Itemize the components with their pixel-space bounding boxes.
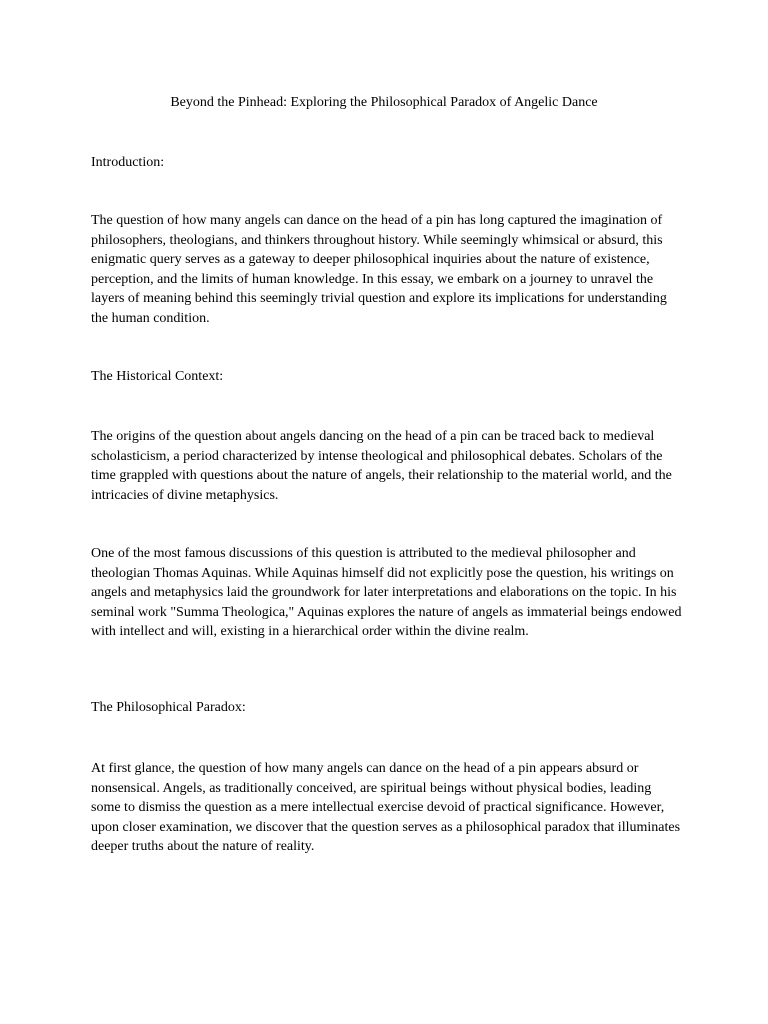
heading-philosophical-paradox: The Philosophical Paradox: <box>91 700 246 715</box>
paragraph-introduction: The question of how many angels can dance on the head of a pin has long captured the imagination of philosophers, theologians, and thinkers throughout history. While seemingly whimsical or absurd, this enigmatic query serves as a gateway to deeper philosophical inquiries about the nature of existence, perception, and the limits of human knowledge. In this essay, we embark on a journey to unravel the layers of meaning behind this seemingly trivial question and explore its implications for understanding the human condition. <box>91 213 667 326</box>
heading-historical-context: The Historical Context: <box>91 369 224 384</box>
paragraph-historical-context-2: One of the most famous discussions of this question is attributed to the medieval philosopher and theologian Thomas Aquinas. While Aquinas himself did not explicitly pose the question, his writings on angels and metaphysics laid the groundwork for later interpretations and elaborations on the topic. In his seminal work "Summa Theologica," Aquinas explores the nature of angels as immaterial beings endowed with intellect and will, existing in a hierarchical order within the divine realm. <box>91 546 682 639</box>
heading-introduction: Introduction: <box>91 155 165 170</box>
paragraph-philosophical-paradox: At first glance, the question of how many angels can dance on the head of a pin appears absurd or nonsensical. Angels, as traditionally conceived, are spiritual beings without physical bodies, leading some to dismiss the question as a mere intellectual exercise devoid of practical significance. However, upon closer examination, we discover that the question serves as a philosophical paradox that illuminates deeper truths about the nature of reality. <box>91 761 681 854</box>
document-title: Beyond the Pinhead: Exploring the Philosophical Paradox of Angelic Dance <box>170 95 598 110</box>
paragraph-historical-context-1: The origins of the question about angels dancing on the head of a pin can be traced back to medieval scholasticism, a period characterized by intense theological and philosophical debates. Scholars of the time grappled with questions about the nature of angels, their relationship to the material world, and the intricacies of divine metaphysics. <box>91 429 672 503</box>
